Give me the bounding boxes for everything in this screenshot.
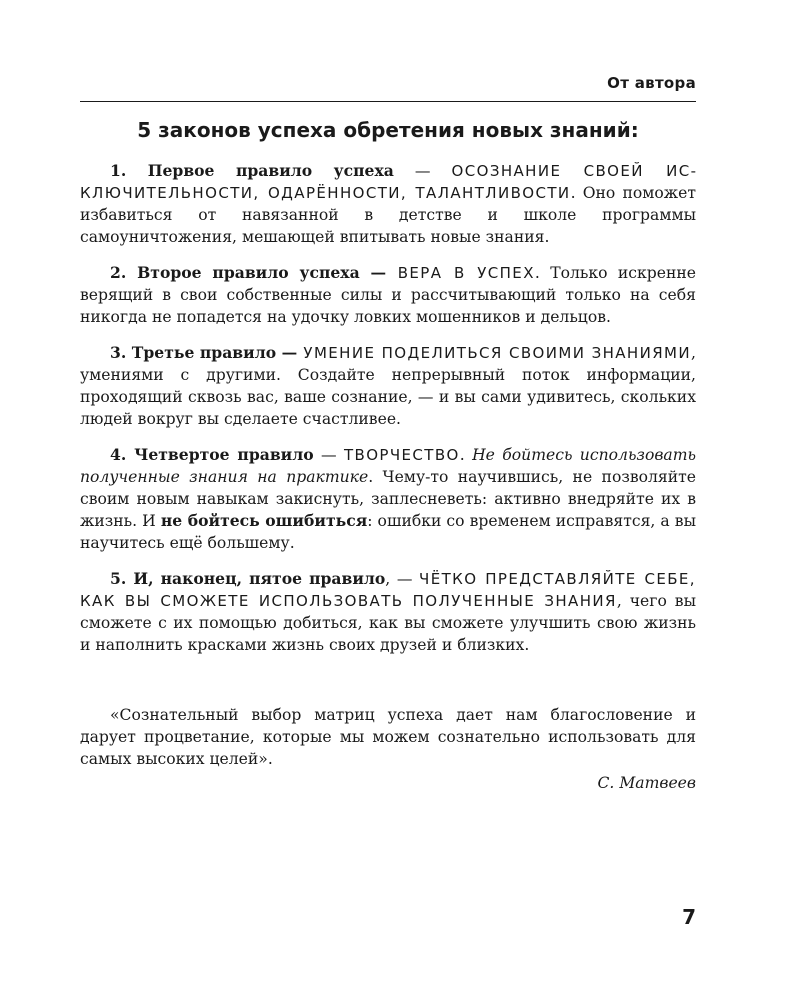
law-dash: —	[313, 446, 344, 464]
law-bold: не бойтесь ошибиться	[160, 511, 368, 530]
law-caps: УМЕНИЕ ПОДЕЛИТЬСЯ СВОИМИ ЗНАНИЯМИ	[297, 344, 692, 362]
page-body	[80, 160, 696, 794]
law-italic: Не бойтесь использовать полученные знания на практике	[80, 446, 696, 486]
law-label: 5. И, наконец, пятое правило	[110, 569, 386, 588]
law-paragraph-4	[80, 444, 696, 554]
law-caps: ОСОЗНАНИЕ СВОЕЙ ИСКЛЮЧИТЕЛЬНОСТИ, ОДАРЁННОСТИ, ТАЛАНТЛИВОСТИ	[80, 162, 696, 202]
law-caps: ЧЁТКО ПРЕДСТАВЛЯЙТЕ СЕБЕ, КАК ВЫ СМОЖЕТЕ ИСПОЛЬЗОВАТЬ ПОЛУЧЕННЫЕ ЗНАНИЯ	[80, 570, 696, 610]
law-text: .	[459, 446, 473, 464]
law-paragraph-2	[80, 262, 696, 328]
law-text: . Чему-то научившись, не позволяйте своим новым навыкам закиснуть, заплесневеть: активно внедряйте их в жизнь. И	[80, 468, 696, 530]
epigraph-quote: «Сознательный выбор матриц успеха дает нам благословение и дарует процветание, которые мы можем сознательно использовать для самых высоких целей».	[80, 706, 696, 768]
law-text: , чего вы сможете с их помощью добиться, как вы сможете улучшить свою жизнь и наполнить красками жизнь своих друзей и близких.	[80, 592, 696, 654]
law-paragraph-3	[80, 342, 696, 430]
law-label: 3. Третье правило —	[110, 343, 298, 362]
law-text: : ошибки со временем исправятся, а вы научитесь ещё большему.	[80, 512, 696, 552]
law-text: . Оно поможет избавиться от навязанной в детстве и школе программы самоуничтожения, мешающей впитывать новые знания.	[80, 184, 697, 246]
law-dash: , —	[385, 570, 420, 588]
quote-author: С. Матвеев	[597, 774, 696, 792]
law-label: 2. Второе правило успеха —	[110, 263, 387, 282]
law-text: . Только искренне верящий в свои собственные силы и рассчитывающий только на себя никогда не попадется на удочку ловких мошенников и дельцов.	[80, 264, 696, 326]
law-paragraph-1	[80, 160, 696, 248]
law-caps: ВЕРА В УСПЕХ	[386, 264, 535, 282]
law-text: , умениями с другими. Создайте непрерывный поток информации, проходящий сквозь вас, ваше сознание, — и вы сами удивитесь, скольких людей вокруг вы сделаете счастливее.	[80, 344, 696, 428]
law-caps: ТВОРЧЕСТВО	[343, 446, 460, 464]
page-number: 7	[682, 905, 696, 929]
law-label: 4. Четвертое правило	[110, 445, 314, 464]
header-rule	[80, 101, 696, 102]
law-dash: —	[393, 162, 452, 180]
law-label: 1. Первое правило успеха	[110, 161, 394, 180]
law-paragraph-5	[80, 568, 696, 656]
running-head: От автора	[607, 74, 696, 92]
section-title: 5 законов успеха обретения новых знаний:	[137, 118, 639, 142]
